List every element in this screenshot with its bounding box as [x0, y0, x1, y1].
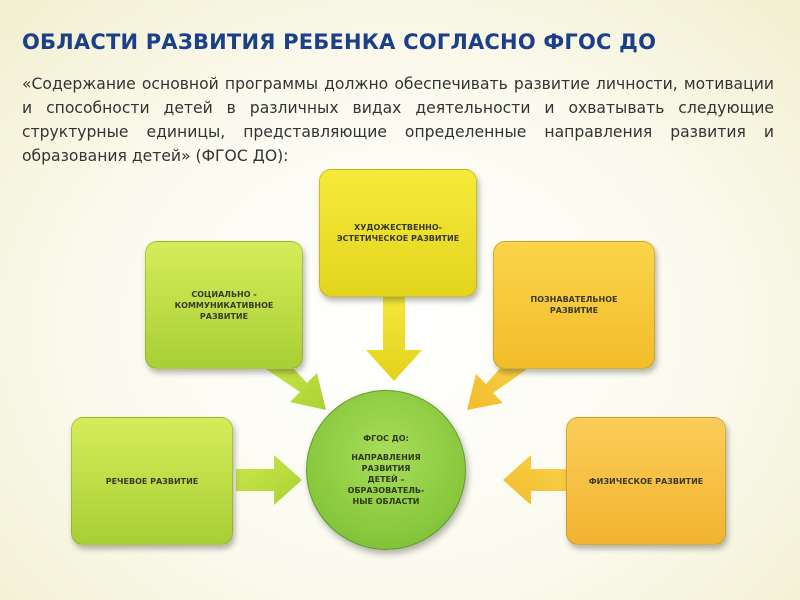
- area-artistic-line: ХУДОЖЕСТВЕННО-: [354, 223, 442, 232]
- area-physical-label: ФИЗИЧЕСКОЕ РАЗВИТИЕ: [588, 476, 704, 486]
- area-artistic-line: ЭСТЕТИЧЕСКОЕ РАЗВИТИЕ: [336, 234, 460, 243]
- center-circle: [306, 390, 466, 550]
- center-line: НАПРАВЛЕНИЯ РАЗВИТИЯ: [351, 453, 421, 473]
- center-line: НЫЕ ОБЛАСТИ: [352, 497, 420, 506]
- area-artistic: [319, 169, 477, 297]
- area-cognitive: [493, 241, 655, 369]
- center-title: ФГОС ДО:: [363, 434, 409, 443]
- area-speech-label: РЕЧЕВОЕ РАЗВИТИЕ: [105, 476, 199, 486]
- area-physical: [566, 417, 726, 545]
- intro-paragraph: «Содержание основной программы должно обеспечивать развитие личности, мотивации и способности детей в различных видах деятельности и охватывать следующие структурные единицы, представляющие определенные направления развития и образования детей» (ФГОС ДО):: [22, 75, 774, 165]
- area-social-line: СОЦИАЛЬНО -: [191, 289, 257, 299]
- arrow-artistic: [366, 297, 422, 381]
- center-line: ДЕТЕЙ – ОБРАЗОВАТЕЛЬ-: [347, 475, 425, 495]
- area-social-line: РАЗВИТИЕ: [199, 311, 249, 321]
- area-speech: [71, 417, 233, 545]
- area-cognitive-label: ПОЗНАВАТЕЛЬНОЕ РАЗВИТИЕ: [530, 295, 618, 315]
- area-social-line: КОММУНИКАТИВНОЕ: [174, 300, 274, 310]
- area-social: [145, 241, 303, 369]
- arrow-physical: [503, 455, 567, 505]
- arrow-speech: [236, 455, 302, 505]
- page-title: ОБЛАСТИ РАЗВИТИЯ РЕБЕНКА СОГЛАСНО ФГОС ДО: [22, 30, 657, 54]
